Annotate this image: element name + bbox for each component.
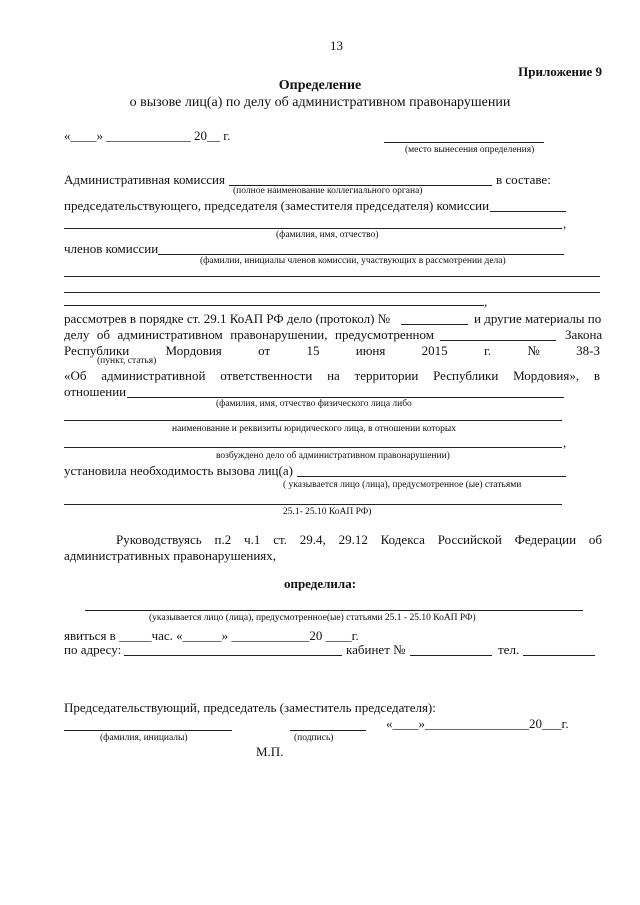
word: 15 — [306, 343, 320, 358]
guided-line-1 — [116, 532, 602, 548]
reviewed-text: рассмотрев в порядке ст. 29.1 КоАП РФ дело (протокол) № — [64, 311, 391, 326]
word: июня — [355, 343, 386, 358]
decided-heading: определила: — [283, 576, 357, 591]
fio-hint: (фамилия, имя, отчество) — [276, 230, 379, 240]
established-line-2 — [64, 504, 562, 505]
legal-entity-hint: наименование и реквизиты юридического лица, в отношении которых — [172, 424, 457, 434]
members-line-4 — [64, 305, 484, 306]
established-line — [297, 476, 566, 477]
word: ст. — [273, 532, 287, 547]
law-word: Закона — [565, 327, 603, 342]
word: 29.4, — [299, 532, 326, 547]
cabinet-label: кабинет № — [346, 642, 406, 657]
entity-line-1 — [64, 420, 562, 421]
word: 29.12 — [338, 532, 368, 547]
place-hint: (место вынесения определения) — [405, 145, 535, 155]
word: административном — [117, 327, 223, 342]
word: на — [327, 368, 340, 383]
word: Республики — [64, 343, 130, 358]
case-number-line — [401, 324, 468, 325]
established-label: установила необходимость вызова лиц(а) — [64, 463, 293, 478]
word: территории — [354, 368, 419, 383]
word: Мордовия — [165, 343, 222, 358]
members-hint: (фамилии, инициалы членов комиссии, участвующих в рассмотрении дела) — [200, 256, 506, 266]
point-article-hint: (пункт, статья) — [97, 356, 157, 366]
chair-line-1 — [490, 211, 566, 212]
address-line — [124, 655, 342, 656]
word: ч.1 — [244, 532, 261, 547]
other-materials: и другие материалы по — [474, 311, 602, 326]
provision-line — [440, 340, 556, 341]
word: «Об — [64, 368, 87, 383]
signature-hint: (подпись) — [294, 733, 334, 743]
word: Российской — [437, 532, 502, 547]
signature-heading: Председательствующий, председатель (заместитель председателя): — [64, 700, 436, 715]
initials-line — [64, 730, 232, 731]
word: 38-З — [576, 343, 600, 358]
person-hint: (фамилия, имя, отчество физического лица либо — [216, 399, 412, 409]
appear-line: явиться в _____час. «______» ____________20 ____г. — [64, 628, 359, 643]
appendix-label: Приложение 9 — [518, 64, 602, 79]
guided-line-2: административных правонарушениях, — [64, 548, 276, 563]
specified-hint-2: (указывается лицо (лица), предусмотренное(ые) статьями 25.1 - 25.10 КоАП РФ) — [149, 613, 476, 623]
word: Кодекса — [380, 532, 425, 547]
word: г. — [483, 343, 492, 358]
members-label: членов комиссии — [64, 241, 159, 256]
word: делу — [64, 327, 90, 342]
page-number: 13 — [330, 38, 343, 53]
date-line: «____» _____________ 20__ г. — [64, 128, 231, 143]
regarding-label: отношении — [64, 384, 127, 399]
document-subtitle: о вызове лиц(а) по делу об административном правонарушении — [129, 95, 511, 110]
word: 2015 — [421, 343, 448, 358]
word: Республики — [433, 368, 499, 383]
signature-line — [290, 730, 366, 731]
phone-label: тел. — [498, 642, 520, 657]
entity-line-2 — [64, 447, 562, 448]
members-line-3 — [64, 292, 600, 293]
chair-label: председательствующего, председателя (заместителя председателя) комиссии — [64, 198, 490, 213]
word: Федерации — [514, 532, 577, 547]
stamp-label: М.П. — [256, 744, 284, 759]
word: в — [593, 368, 600, 383]
members-line — [158, 254, 564, 255]
commission-suffix: в составе: — [496, 172, 551, 187]
chair-line-2 — [64, 228, 562, 229]
word: от — [258, 343, 271, 358]
place-line — [384, 142, 544, 143]
phone-line — [523, 655, 595, 656]
word: ответственности — [220, 368, 313, 383]
document-title: Определение — [278, 78, 362, 93]
case-opened-hint: возбуждено дело об административном правонарушении) — [216, 451, 450, 461]
word: предусмотренном — [334, 327, 434, 342]
regarding-line — [127, 397, 564, 398]
word: Мордовия», — [513, 368, 580, 383]
word: об — [588, 532, 602, 547]
address-label: по адресу: — [64, 642, 122, 657]
word: Руководствуясь — [116, 532, 202, 547]
comma: , — [563, 216, 567, 231]
members-line-2 — [64, 276, 600, 277]
initials-hint: (фамилия, инициалы) — [100, 733, 188, 743]
word: об — [96, 327, 110, 342]
word: административной — [101, 368, 206, 383]
word: правонарушении, — [230, 327, 328, 342]
articles-range: 25.1- 25.10 КоАП РФ) — [283, 507, 372, 517]
comma-2: , — [484, 294, 488, 309]
cabinet-line — [410, 655, 492, 656]
comma-3: , — [563, 435, 567, 450]
collegial-hint: (полное наименование коллегиального органа) — [233, 186, 423, 196]
word: п.2 — [214, 532, 232, 547]
decision-line — [85, 610, 583, 611]
commission-label: Административная комиссия — [64, 172, 225, 187]
sign-date: «____»________________20___г. — [386, 716, 569, 731]
reviewed-line-4 — [64, 368, 600, 384]
word: № — [527, 343, 540, 358]
person-specified-hint: ( указывается лицо (лица), предусмотренное (ые) статьями — [283, 480, 522, 490]
reviewed-line-2 — [64, 327, 434, 343]
